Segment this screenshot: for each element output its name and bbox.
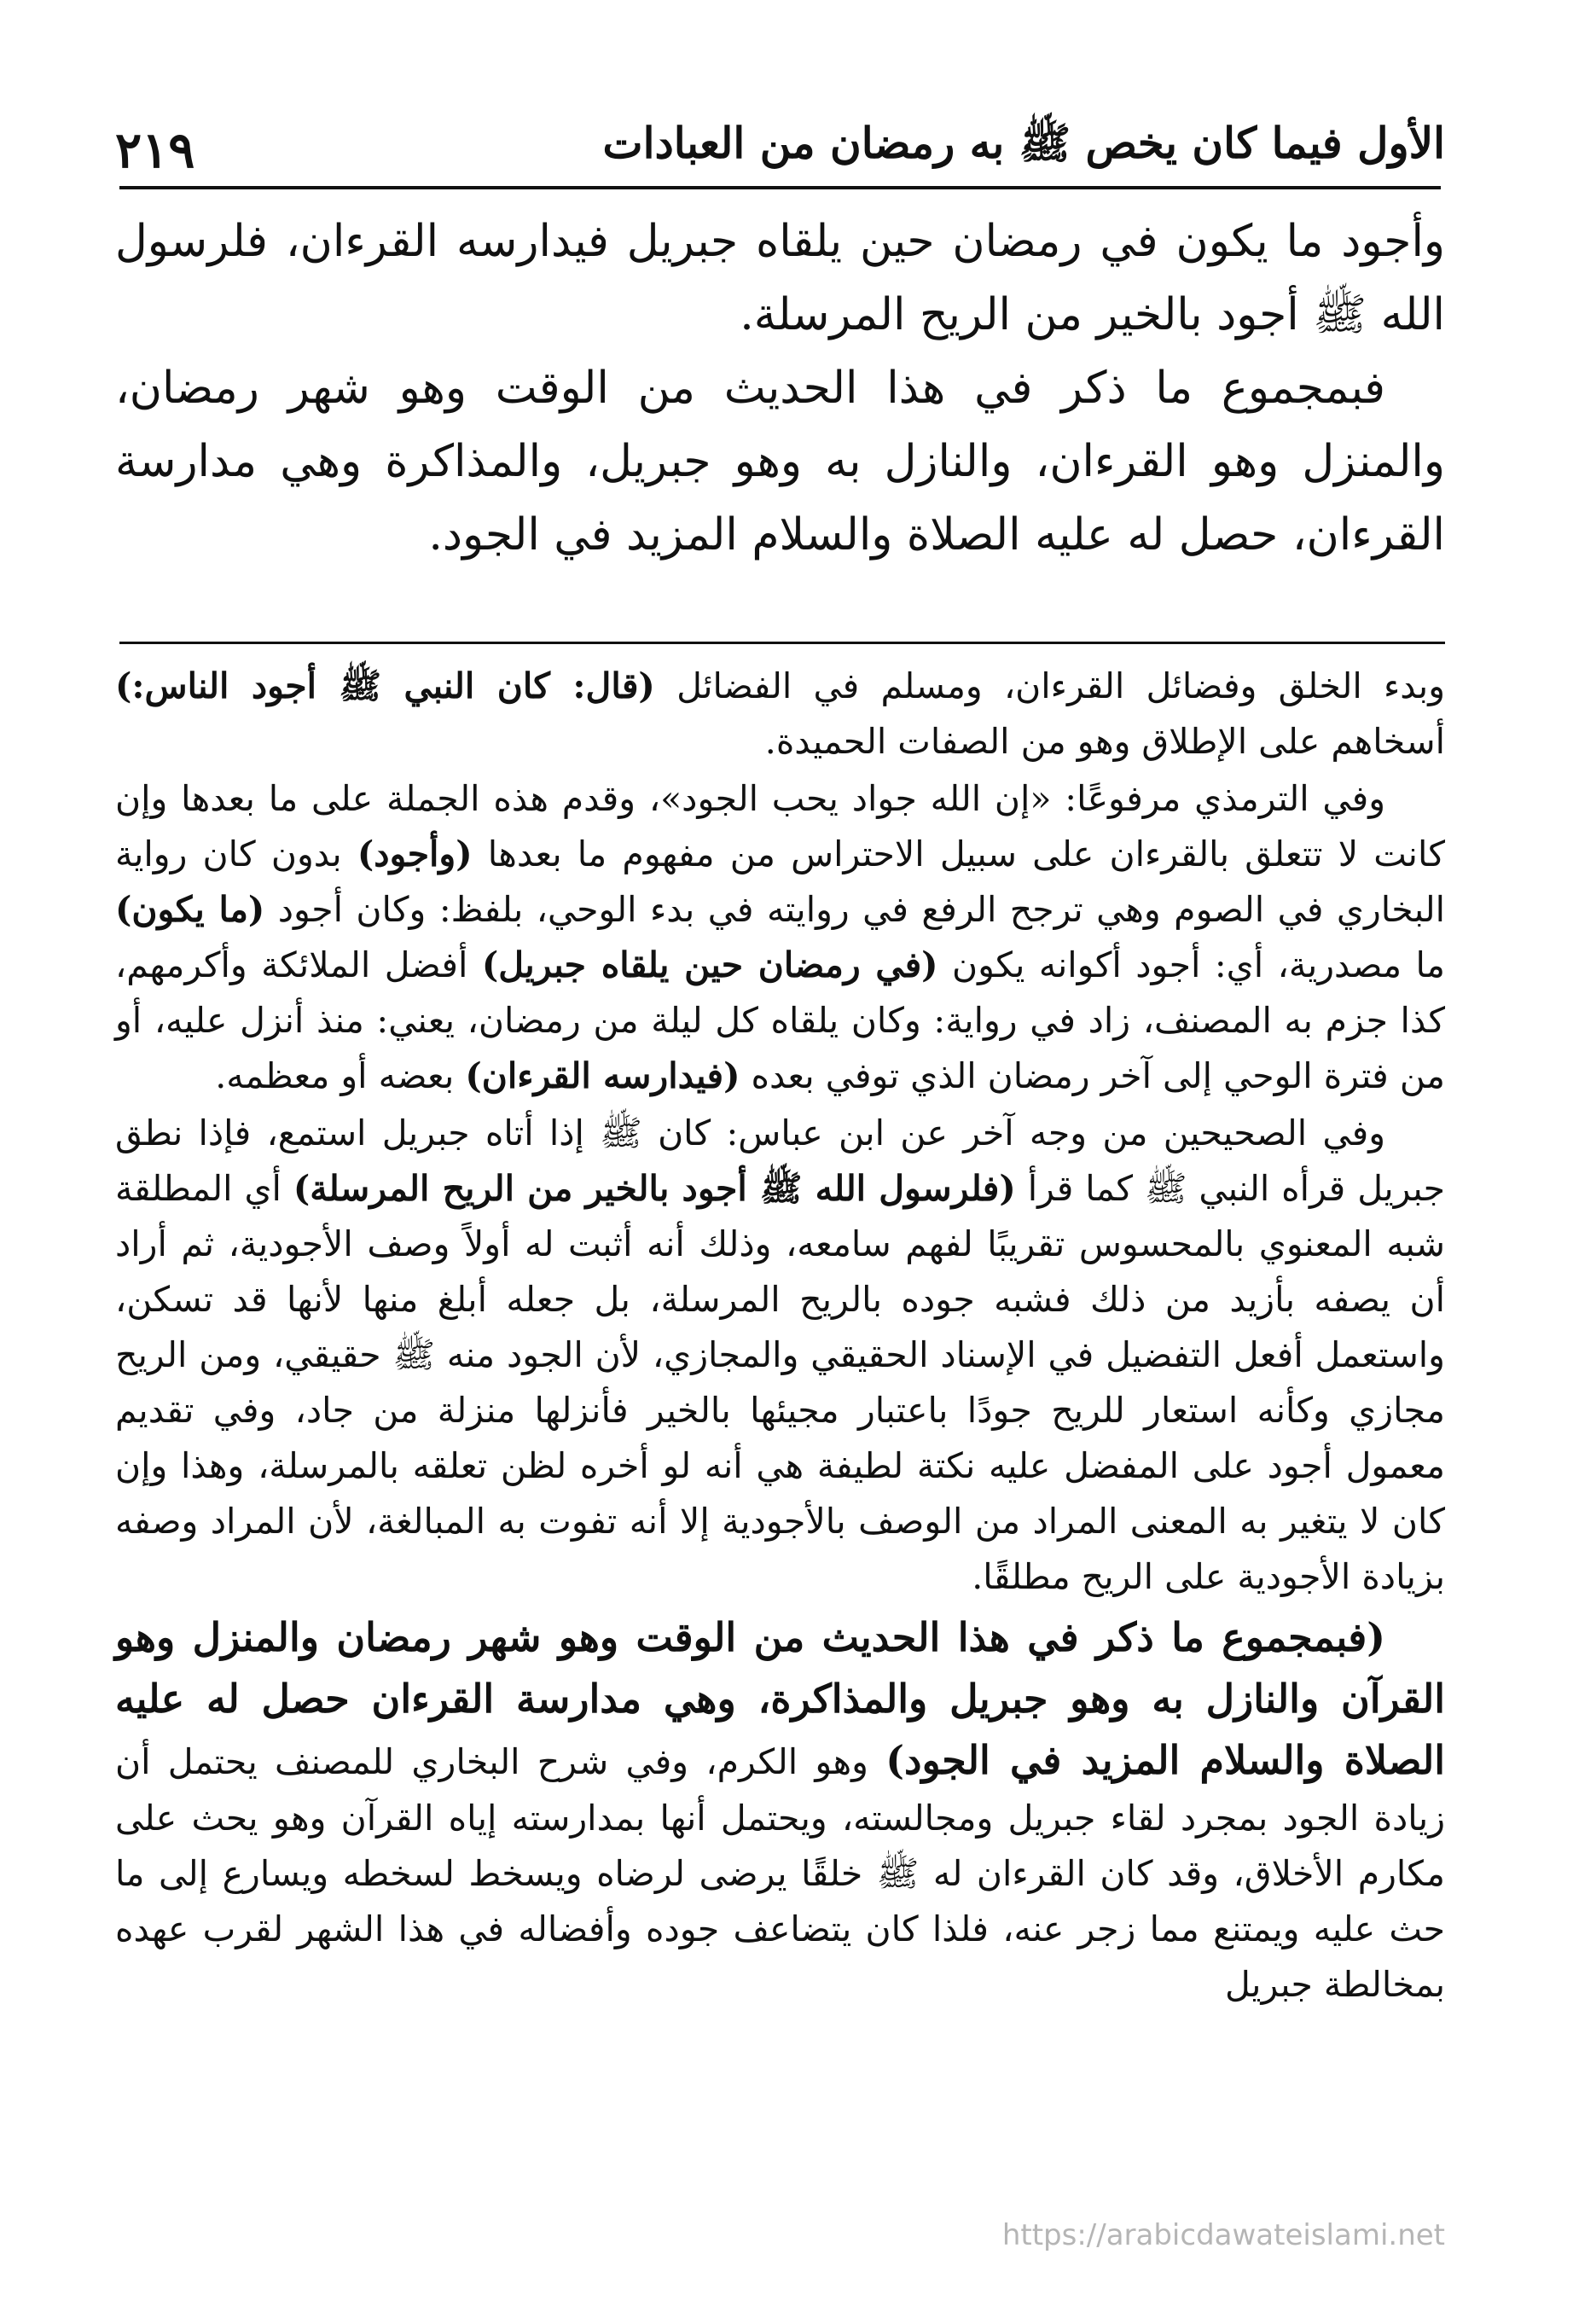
quoted-matn: (قال: كان النبي ﷺ أجود الناس:) bbox=[115, 665, 655, 706]
quoted-matn: (فلرسول الله ﷺ أجود بالخير من الريح المرسلة) bbox=[293, 1168, 1016, 1209]
commentary-text-span: وهو الكرم، وفي شرح البخاري للمصنف يحتمل أن زيادة الجود بمجرد لقاء جبريل ومجالسته، ويحتمل أنها بمدارسته إياه القرآن وهو يحث على مكارم الأخلاق، وقد كان القرءان له ﷺ خلقًا يرضى لرضاه ويسخط لسخطه ويسارع إلى ما حث عليه ويمتنع مما زجر عنه، فلذا كان يتضاعف جوده وأفضاله في هذا الشهر لقرب عهده بمخالطة جبريل bbox=[115, 1741, 1445, 2005]
commentary-paragraph-3 bbox=[115, 1106, 1445, 1605]
header-rule bbox=[119, 186, 1441, 189]
main-text bbox=[115, 205, 1445, 572]
footnote-separator bbox=[119, 642, 1445, 644]
commentary-text-span: أسخاهم على الإطلاق وهو من الصفات الحميدة. bbox=[764, 721, 1445, 762]
commentary-text-span: وفي الترمذي مرفوعًا: «إن الله جواد يحب الجود»، وقدم هذه الجملة على ما بعدها وإن كانت لا تتعلق بالقرءان على سبيل الاحتراس من مفهوم ما بعدها bbox=[115, 778, 1445, 874]
commentary-paragraph-4 bbox=[115, 1606, 1445, 2013]
commentary-text-span: أفضل الملائكة وأكرمهم، كذا جزم به المصنف، زاد في رواية: وكان يلقاه كل ليلة من رمضان، يعني: منذ أنزل عليه، أو من فترة الوحي إلى آخر رمضان الذي توفي بعده bbox=[115, 944, 1445, 1096]
main-paragraph-1: وأجود ما يكون في رمضان حين يلقاه جبريل فيدارسه القرءان، فلرسول الله ﷺ أجود بالخير من الريح المرسلة. bbox=[115, 216, 1445, 340]
commentary-text-span: ما مصدرية، أي: أجود أكوانه يكون bbox=[937, 944, 1445, 985]
commentary-paragraph-2 bbox=[115, 771, 1445, 1104]
commentary-text-span: بدون كان رواية البخاري في الصوم وهي ترجح الرفع في روايته في بدء الوحي، بلفظ: وكان أجود bbox=[115, 834, 1445, 930]
commentary-text bbox=[115, 659, 1445, 2014]
quoted-matn: (فيدارسه القرءان) bbox=[465, 1055, 740, 1096]
quoted-matn: (ما يكون) bbox=[115, 889, 265, 930]
main-paragraph-2: فبمجموع ما ذكر في هذا الحديث من الوقت وهو شهر رمضان، والمنزل وهو القرءان، والنازل به وهو جبريل، والمذاكرة وهي مدارسة القرءان، حصل له عليه الصلاة والسلام المزيد في الجود. bbox=[115, 363, 1445, 561]
commentary-text-span: بعضه أو معظمه. bbox=[215, 1055, 466, 1096]
watermark-url: https://arabicdawateislami.net bbox=[1001, 2218, 1445, 2252]
quoted-matn: (وأجود) bbox=[357, 834, 473, 874]
commentary-text-span: أي المطلقة شبه المعنوي بالمحسوس تقريبًا لفهم سامعه، وذلك أنه أثبت له أولاً وصف الأجودية، ثم أراد أن يصفه بأزيد من ذلك فشبه جوده بالريح المرسلة، بل جعله أبلغ منها لأنها قد تسكن، واستعمل أفعل التفضيل في الإسناد الحقيقي والمجازي، لأن الجود منه ﷺ حقيقي، ومن الريح مجازي وكأنه استعار للريح جودًا باعتبار مجيئها بالخير فأنزلها منزلة من جاد، وفي تقديم معمول أجود على المفضل عليه نكتة لطيفة هي أنه لو أخره لظن تعلقه بالمرسلة، وهذا وإن كان لا يتغير به المعنى المراد من الوصف بالأجودية إلا أنه تفوت به المبالغة، لأن المراد وصفه بزيادة الأجودية على الريح مطلقًا. bbox=[115, 1168, 1445, 1597]
page-header bbox=[115, 102, 1445, 179]
quoted-matn: (في رمضان حين يلقاه جبريل) bbox=[481, 944, 938, 985]
commentary-text-span: وفي الصحيحين من وجه آخر عن ابن عباس: كان ﷺ إذا أتاه جبريل استمع، فإذا نطق جبريل قرأه النبي ﷺ كما قرأ bbox=[115, 1113, 1446, 1209]
commentary-text-span: وبدء الخلق وفضائل القرءان، ومسلم في الفضائل bbox=[654, 665, 1445, 706]
running-head: الأول فيما كان يخص ﷺ به رمضان من العبادات bbox=[602, 118, 1445, 168]
page-number: ٢١٩ bbox=[115, 121, 195, 179]
commentary-paragraph-1 bbox=[115, 659, 1445, 770]
quoted-matn: (فبمجموع ما ذكر في هذا الحديث من الوقت وهو شهر رمضان والمنزل وهو القرآن والنازل به وهو جبريل والمذاكرة، وهي مدارسة القرءان حصل له عليه الصلاة والسلام المزيد في الجود) bbox=[115, 1614, 1445, 1783]
